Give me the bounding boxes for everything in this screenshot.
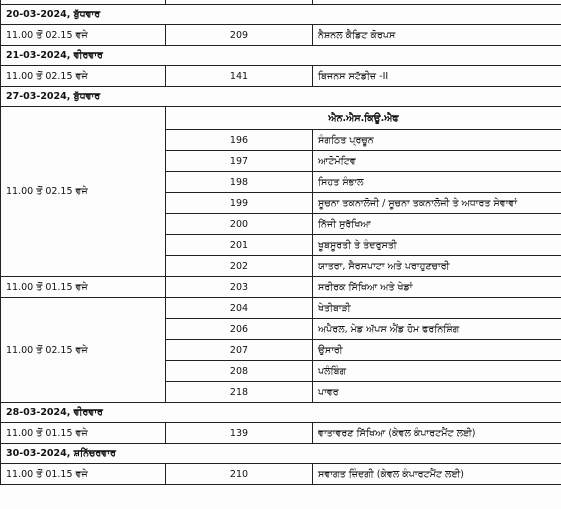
subject-name: ਨਿੱਜੀ ਸੁਰੱਖਿਆ	[313, 214, 561, 235]
subject-code: 201	[166, 235, 313, 256]
exam-date: 28-03-2024, ਵੀਰਵਾਰ	[1, 403, 561, 423]
subject-code: 218	[166, 382, 313, 403]
subject-name: ਅਪੈਰਲ, ਮੇਡ ਅੱਪਸ ਐਂਡ ਹੋਮ ਫਰਨਿਸ਼ਿੰਗ	[313, 319, 561, 340]
subject-code: 210	[166, 464, 313, 485]
date-row	[1, 5, 561, 25]
subject-code: 139	[166, 423, 313, 444]
exam-date: 27-03-2024, ਬੁੱਧਵਾਰ	[1, 87, 561, 107]
exam-time: 11.00 ਤੋਂ 02.15 ਵਜੇ	[1, 107, 166, 277]
exam-time: 11.00 ਤੋਂ 01.15 ਵਜੇ	[1, 277, 166, 298]
table-row	[1, 464, 561, 485]
subject-code: 196	[166, 130, 313, 151]
exam-time: 11.00 ਤੋਂ 02.15 ਵਜੇ	[1, 66, 166, 87]
table-row	[1, 298, 561, 319]
subject-name: ਸੂਚਨਾ ਤਕਨਾਲੋਜੀ / ਸੂਚਨਾ ਤਕਨਾਲੋਜੀ ਤੇ ਅਧਾਰਤ ਸੇਵਾਵਾਂ	[313, 193, 561, 214]
date-row	[1, 403, 561, 423]
exam-time: 11.00 ਤੋਂ 01.15 ਵਜੇ	[1, 423, 166, 444]
subject-code: 198	[166, 172, 313, 193]
table-row	[1, 25, 561, 46]
subject-name: ਖੂਬਸੂਰਤੀ ਤੇ ਤੰਦਰੁਸਤੀ	[313, 235, 561, 256]
subject-code: 208	[166, 361, 313, 382]
subject-name: ਵਾਤਾਵਰਣ ਸਿੱਖਿਆ (ਕੇਵਲ ਕੰਪਾਰਟਮੈਂਟ ਲਈ)	[313, 423, 561, 444]
subject-name: ਆਟੋਮੋਟਿਵ	[313, 151, 561, 172]
subject-code: 209	[166, 25, 313, 46]
exam-time: 11.00 ਤੋਂ 02.15 ਵਜੇ	[1, 298, 166, 403]
subject-code: 141	[166, 66, 313, 87]
subject-name: ਪਲੰਬਿੰਗ	[313, 361, 561, 382]
subject-name: ਖੇਤੀਬਾੜੀ	[313, 298, 561, 319]
subject-code: 203	[166, 277, 313, 298]
table-row	[1, 277, 561, 298]
subject-name: ਯਾਤਰਾ, ਸੈਰਸਪਾਟਾ ਅਤੇ ਪਰਾਹੁਣਚਾਰੀ	[313, 256, 561, 277]
subject-name: ਸਰੀਰਕ ਸਿੱਖਿਆ ਅਤੇ ਖੇਡਾਂ	[313, 277, 561, 298]
date-row	[1, 87, 561, 107]
subject-name: ਬਿਜਨਸ ਸਟੱਡੀਜ਼ -II	[313, 66, 561, 87]
exam-time: 11.00 ਤੋਂ 01.15 ਵਜੇ	[1, 464, 166, 485]
exam-date: 30-03-2024, ਸ਼ਨਿੱਚਰਵਾਰ	[1, 444, 561, 464]
subject-name: ਉਸਾਰੀ	[313, 340, 561, 361]
subject-code: 206	[166, 319, 313, 340]
table-row	[1, 66, 561, 87]
subject-code: 199	[166, 193, 313, 214]
exam-date: 20-03-2024, ਬੁੱਧਵਾਰ	[1, 5, 561, 25]
subject-code: 204	[166, 298, 313, 319]
subject-code: 207	[166, 340, 313, 361]
subject-name: ਸਿਹਤ ਸੰਭਾਲ	[313, 172, 561, 193]
subject-name: ਪਾਵਰ	[313, 382, 561, 403]
table-row	[1, 107, 561, 130]
table-row	[1, 423, 561, 444]
exam-date: 21-03-2024, ਵੀਰਵਾਰ	[1, 46, 561, 66]
subject-code: 202	[166, 256, 313, 277]
date-row	[1, 46, 561, 66]
subject-code: 197	[166, 151, 313, 172]
date-row	[1, 444, 561, 464]
nsqf-heading: ਐਨ.ਐਸ.ਕਿਊ.ਐਫ	[166, 107, 561, 130]
subject-name: ਸਵਾਗਤ ਜ਼ਿੰਦਗੀ (ਕੇਵਲ ਕੰਪਾਰਟਮੈਂਟ ਲਈ)	[313, 464, 561, 485]
subject-code: 200	[166, 214, 313, 235]
subject-name: ਨੈਸ਼ਨਲ ਕੈਡਿਟ ਕੋਰਪਸ	[313, 25, 561, 46]
subject-name: ਸੰਗਠਿਤ ਪ੍ਰਚੂਨ	[313, 130, 561, 151]
exam-time: 11.00 ਤੋਂ 02.15 ਵਜੇ	[1, 25, 166, 46]
